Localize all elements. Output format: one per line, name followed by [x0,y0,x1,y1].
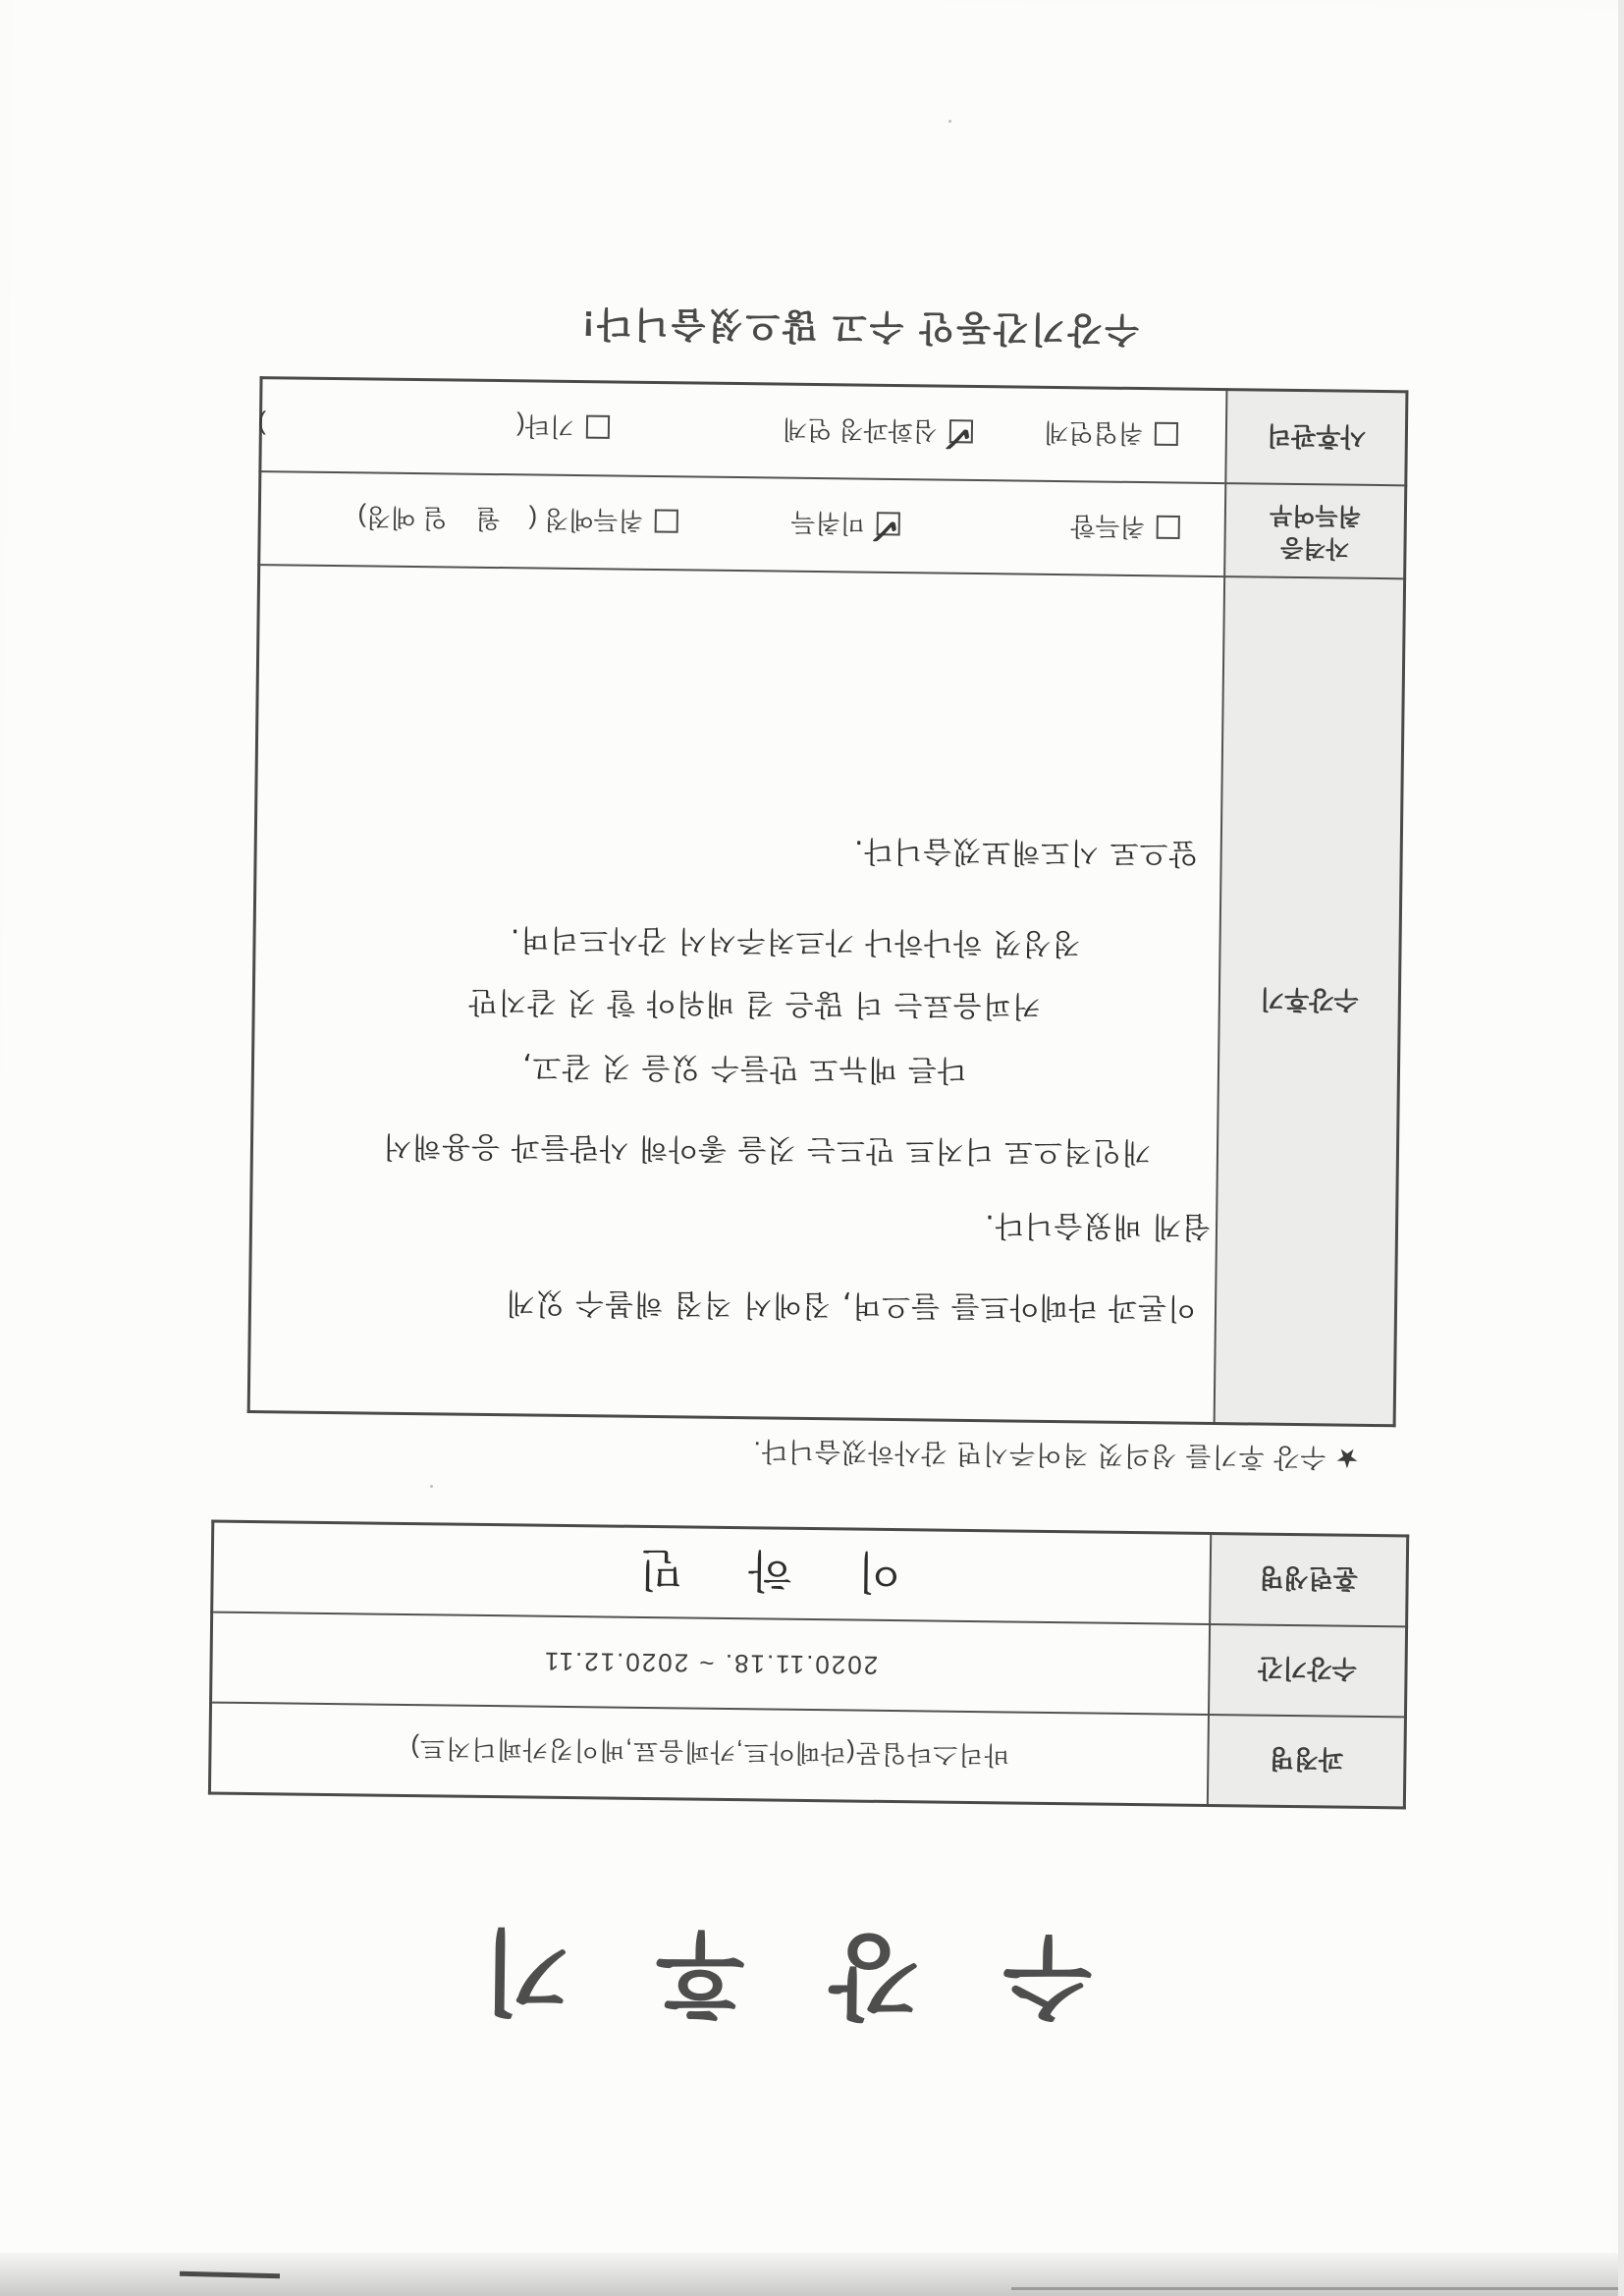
checkbox-unchecked-icon [586,415,610,439]
scan-shadow-right [1618,0,1624,2296]
checkbox-unchecked-icon [655,510,678,533]
closing-message: 수강기간동안 수고 많으셨습니다! [579,303,1140,352]
license-options [261,473,1223,574]
table-row [211,1613,1407,1718]
review-handwriting-area [251,567,1222,1421]
review-line: 쉽게 배웠습니다. [983,1207,1212,1244]
license-option-acquired [1070,510,1180,547]
dust-speck [430,1485,433,1488]
course-period-label: 수강기간 [1209,1624,1407,1717]
review-line: 정성껏 하나하나 가르쳐주셔서 감사드리며. [509,921,1081,961]
course-name-label: 과정명 [1208,1715,1406,1808]
aftercare-label: 사후관리 [1225,390,1407,486]
aftercare-options [257,380,1224,481]
option-label: 취업연계 [1044,417,1144,449]
checkbox-checked-icon [949,420,973,444]
aftercare-option-employment [1044,416,1178,455]
checkbox-unchecked-icon [1157,516,1180,539]
review-label: 수강후기 [1215,576,1405,1426]
trainee-name-value: 이 하 민 [212,1521,1212,1624]
option-label: 심화과정 연계 [782,414,939,447]
license-label-line1: 자격증 [1280,533,1349,562]
page-title: 수 강 후 기 [452,1918,1094,2030]
trainee-name-label: 훈련생명 [1210,1533,1408,1626]
review-line: 개인적으로 디저트 만드는 것을 좋아해 사람들과 응용해서 [382,1128,1152,1170]
table-row [259,471,1406,579]
course-period-value: 2020.11.18. ~ 2020.12.11 [211,1613,1211,1715]
table-row [260,378,1407,486]
license-label-line2: 취득여부 [1269,502,1361,530]
course-name-value: 바리스타입문(라떼아트,카페음료,베이킹카페디저트) [209,1703,1209,1806]
aftercare-option-other [516,410,610,447]
license-option-not-acquired [790,507,900,544]
review-line: 커피음료는 더 많은 걸 배워야 할 것 같지만 [467,983,1041,1023]
review-line: 다른 메뉴도 만들수 있을 것 같고, [520,1049,967,1087]
option-label: 미취득 [790,508,865,539]
review-line: 앞으로 시도해보겠습니다. [852,833,1198,871]
option-label: 취득함 [1070,512,1145,543]
course-review-table [247,376,1409,1427]
option-label: 기타( [515,411,575,442]
scan-edge-line [1011,2287,1624,2290]
review-instruction-note: ★ 수강 후기를 성의껏 적어주시면 감사하겠습니다. [752,1436,1360,1473]
dust-speck [948,120,951,123]
table-row [248,565,1404,1426]
license-option-planned [357,501,678,541]
option-label: 취득예정 ( 월 일 예정) [357,503,643,536]
table-row [209,1703,1405,1808]
license-status-label [1224,483,1406,579]
trainee-info-table [208,1520,1409,1810]
aftercare-option-advanced-course [783,412,973,451]
table-row [212,1521,1408,1626]
checkbox-checked-icon [877,513,900,536]
checkbox-unchecked-icon [1155,422,1178,446]
other-closing-paren: ) [257,410,267,441]
review-line: 이론과 라떼아트를 들으며, 집에서 직접 해볼수 있게 [505,1285,1197,1326]
